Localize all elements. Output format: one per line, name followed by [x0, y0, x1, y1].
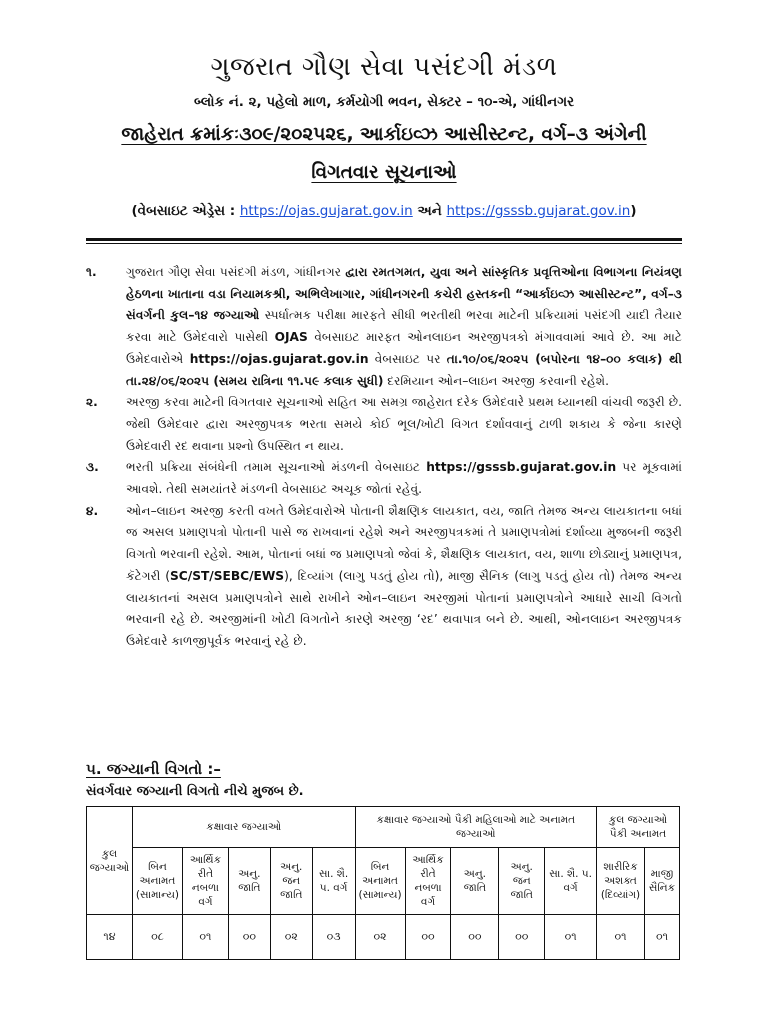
cell-g2-sebc: ૦૧ — [545, 915, 597, 960]
website-prefix: (વેબસાઇટ એડ્રેસ : — [131, 203, 240, 219]
header-total-posts: કુલ જગ્યાઓ — [87, 807, 133, 915]
detailed-instructions-title — [0, 162, 768, 183]
paragraph-text: ઓન–લાઇન અરજી કરતી વખતે ઉમેદવારોએ પોતાની શૈક્ષણિક લાયકાત, વય, જાતિ તેમજ અન્ય લાયકાતના બધાં જ અસલ પ્રમાણપત્રો પોતાની પાસે જ રાખવાનાં રહેશે અને અરજીપત્રકમાં તે પ્રમાણપત્રોમાં દર્શાવ્યા મુજબની જરૂરી વિગતો ભરવાની રહેશે. આમ, પોતાનાં બધાં જ પ્રમાણપત્રો જેવાં કે, શૈક્ષણિક લાયકાત, વય, શાળા છોડ્યાનું પ્રમાણપત્ર, કૅટેગરી ( — [126, 503, 682, 583]
paragraph-number: ૩. — [86, 460, 99, 475]
website-and: અને — [412, 203, 447, 219]
paragraph-bold-text: SC/ST/SEBC/EWS — [170, 568, 285, 583]
paragraph-text: વેબસાઇટ મારફત ઓનલાઇન અરજીપત્રકો મંગાવવામાં આવે છે. આ માટે ઉમેદવારોએ — [126, 330, 682, 366]
cell-g1-ews: ૦૧ — [182, 915, 228, 960]
col-g3-pwd: શારીરિક અશક્ત (દિવ્યાંગ) — [597, 848, 645, 915]
paragraph-text: ), દિવ્યાંગ (લાગુ પડતું હોય તો), માજી સૈનિક (લાગુ પડતું હોય તો) તેમજ અન્ય લાયકાતનાં અસલ પ્રમાણપત્રોને સાથે રાખીને ઓન–લાઇન અરજીમાં પોતાનાં પ્રમાણપત્રોને આધારે સાચી વિગતો ભરવાની રહે છે. અરજીમાંની ખોટી વિગતોને કારણે અરજી ‘રદ’ થવાપાત્ર બને છે. આથી, ઓનલાઇન અરજીપત્રક ઉમેદવારે કાળજીપૂર્વક ભરવાનું રહે છે. — [126, 568, 682, 648]
cell-g3-pwd: ૦૧ — [597, 915, 645, 960]
instruction-paragraph-1 — [86, 262, 682, 392]
paragraph-bold-text: OJAS — [274, 330, 308, 345]
header-category-posts: કક્ષાવાર જગ્યાઓ — [132, 807, 355, 848]
col-g1-sc: અનુ. જાતિ — [228, 848, 270, 915]
paragraph-text: અરજી કરવા માટેની વિગતવાર સૂચનાઓ સહિત આ સમગ્ર જાહેરાત દરેક ઉમેદવારે પ્રથમ ધ્યાનથી વાંચવી જરૂરી છે. જેથી ઉમેદવાર દ્વારા અરજીપત્રક ભરતા સમયે કોઈ ભૂલ/ખોટી વિગત દર્શાવવાનું ટાળી શકાય કે જેના કારણે ઉમેદવારી રદ થવાના પ્રશ્નો ઉપસ્થિત ન થાય. — [126, 395, 682, 453]
section-5-subheading: સંવર્ગવાર જગ્યાની વિગતો નીચે મુજબ છે. — [86, 784, 304, 799]
instruction-paragraph-2 — [86, 392, 682, 457]
col-g1-general: બિન અનામત (સામાન્ય) — [132, 848, 182, 915]
col-g1-sebc: સા. શૈ. પ. વર્ગ — [312, 848, 355, 915]
col-g2-ews: આર્થિક રીતે નબળા વર્ગ — [405, 848, 451, 915]
paragraph-text: પર મૂકવામાં આવશે. તેથી સમયાંતરે મંડળની વેબસાઇટ અચૂક જોતાં રહેવું. — [126, 460, 682, 497]
col-g1-st: અનુ. જન જાતિ — [270, 848, 312, 915]
board-title: ગુજરાત ગૌણ સેવા પસંદગી મંડળ — [210, 52, 558, 82]
board-address: બ્લોક નં. ૨, પહેલો માળ, કર્મયોગી ભવન, સેક્ટર – ૧૦-એ, ગાંધીનગર — [193, 94, 575, 110]
instruction-paragraph-3 — [86, 457, 682, 500]
paragraph-bold-text: તા.૧૦/૦૬/૨૦૨૫ (બપોરના ૧૪–૦૦ કલાક) થી તા.૨૪/૦૬/૨૦૨૫ (સમય રાત્રિના ૧૧.૫૯ કલાક સુધી) — [126, 351, 683, 388]
col-g2-sc: અનુ. જાતિ — [451, 848, 499, 915]
paragraph-text: વેબસાઇટ પર — [368, 351, 447, 366]
advertisement-line: જાહેરાત ક્રમાંકઃ૩૦૯/૨૦૨૫૨૬, આર્કાઇવ્ઝ આસીસ્ટન્ટ, વર્ગ–૩ અંગેની — [121, 124, 647, 145]
cell-g2-general: ૦૨ — [355, 915, 405, 960]
col-g2-general: બિન અનામત (સામાન્ય) — [355, 848, 405, 915]
paragraph-bold-text: દ્વારા રમતગમત, યુવા અને સાંસ્કૃતિક પ્રવૃત્તિઓના વિભાગના નિયંત્રણ હેઠળના ખાતાના વડા નિયામકશ્રી, અભિલેખાગાર, ગાંધીનગરની કચેરી હસ્તકની “આર્કાઇવ્ઝ આસીસ્ટન્ટ”, વર્ગ–૩ સંવર્ગની કુલ–૧૪ જગ્યાઓ — [126, 265, 682, 323]
col-g2-st: અનુ. જન જાતિ — [499, 848, 545, 915]
instruction-paragraph-4 — [86, 501, 682, 653]
ojas-link[interactable]: https://ojas.gujarat.gov.in — [239, 203, 413, 219]
cell-g1-sc: ૦૦ — [228, 915, 270, 960]
col-g3-ex-servicemen: માજી સૈનિક — [644, 848, 679, 915]
paragraph-bold-text: https://gsssb.gujarat.gov.in — [426, 460, 617, 475]
gsssb-link[interactable]: https://gsssb.gujarat.gov.in — [446, 203, 631, 219]
website-suffix: ) — [630, 203, 637, 219]
cell-total: ૧૪ — [87, 915, 133, 960]
header-reserved-of-total: કુલ જગ્યાઓ પૈકી અનામત — [597, 807, 680, 848]
section-5-heading — [86, 760, 221, 778]
website-address — [0, 203, 768, 219]
subtitle-text: વિગતવાર સૂચનાઓ — [311, 162, 457, 183]
header-divider — [86, 238, 682, 244]
paragraph-text: ભરતી પ્રક્રિયા સંબંધેની તમામ સૂચનાઓ મંડળની વેબસાઇટ — [126, 460, 427, 475]
paragraph-number: ૨. — [86, 395, 98, 410]
cell-g2-ews: ૦૦ — [405, 915, 451, 960]
table-row — [87, 915, 680, 960]
cell-g1-general: ૦૮ — [132, 915, 182, 960]
advertisement-number — [0, 124, 768, 145]
cell-g1-sebc: ૦૩ — [312, 915, 355, 960]
paragraph-number: ૧. — [86, 265, 97, 279]
col-g1-ews: આર્થિક રીતે નબળા વર્ગ — [182, 848, 228, 915]
table-header-row-1 — [87, 807, 680, 848]
cell-g2-st: ૦૦ — [499, 915, 545, 960]
paragraph-text: સ્પર્ધાત્મક પરીક્ષા મારફતે સીધી ભરતીથી ભરવા માટેની પ્રક્રિયામાં પસંદગી યાદી તૈયાર કરવા માટે ઉમેદવારો પાસેથી — [126, 308, 682, 345]
paragraph-number: ૪. — [86, 503, 99, 518]
header-women-reserved: કક્ષાવાર જગ્યાઓ પૈકી મહિલાઓ માટે અનામત જગ્યાઓ — [355, 807, 596, 848]
cell-g2-sc: ૦૦ — [451, 915, 499, 960]
section-5-heading-text: ૫. જગ્યાની વિગતો :– — [86, 760, 221, 778]
vacancy-table — [86, 806, 680, 960]
table-header-row-2 — [87, 848, 680, 915]
cell-g1-st: ૦૨ — [270, 915, 312, 960]
col-g2-sebc: સા. શૈ. પ. વર્ગ — [545, 848, 597, 915]
instruction-paragraphs — [86, 262, 682, 653]
paragraph-text: ગુજરાત ગૌણ સેવા પસંદગી મંડળ, ગાંધીનગર — [126, 265, 346, 279]
paragraph-bold-text: https://ojas.gujarat.gov.in — [189, 351, 369, 366]
paragraph-text: દરમિયાન ઓન–લાઇન અરજી કરવાની રહેશે. — [383, 373, 610, 388]
cell-g3-ex-servicemen: ૦૧ — [644, 915, 679, 960]
